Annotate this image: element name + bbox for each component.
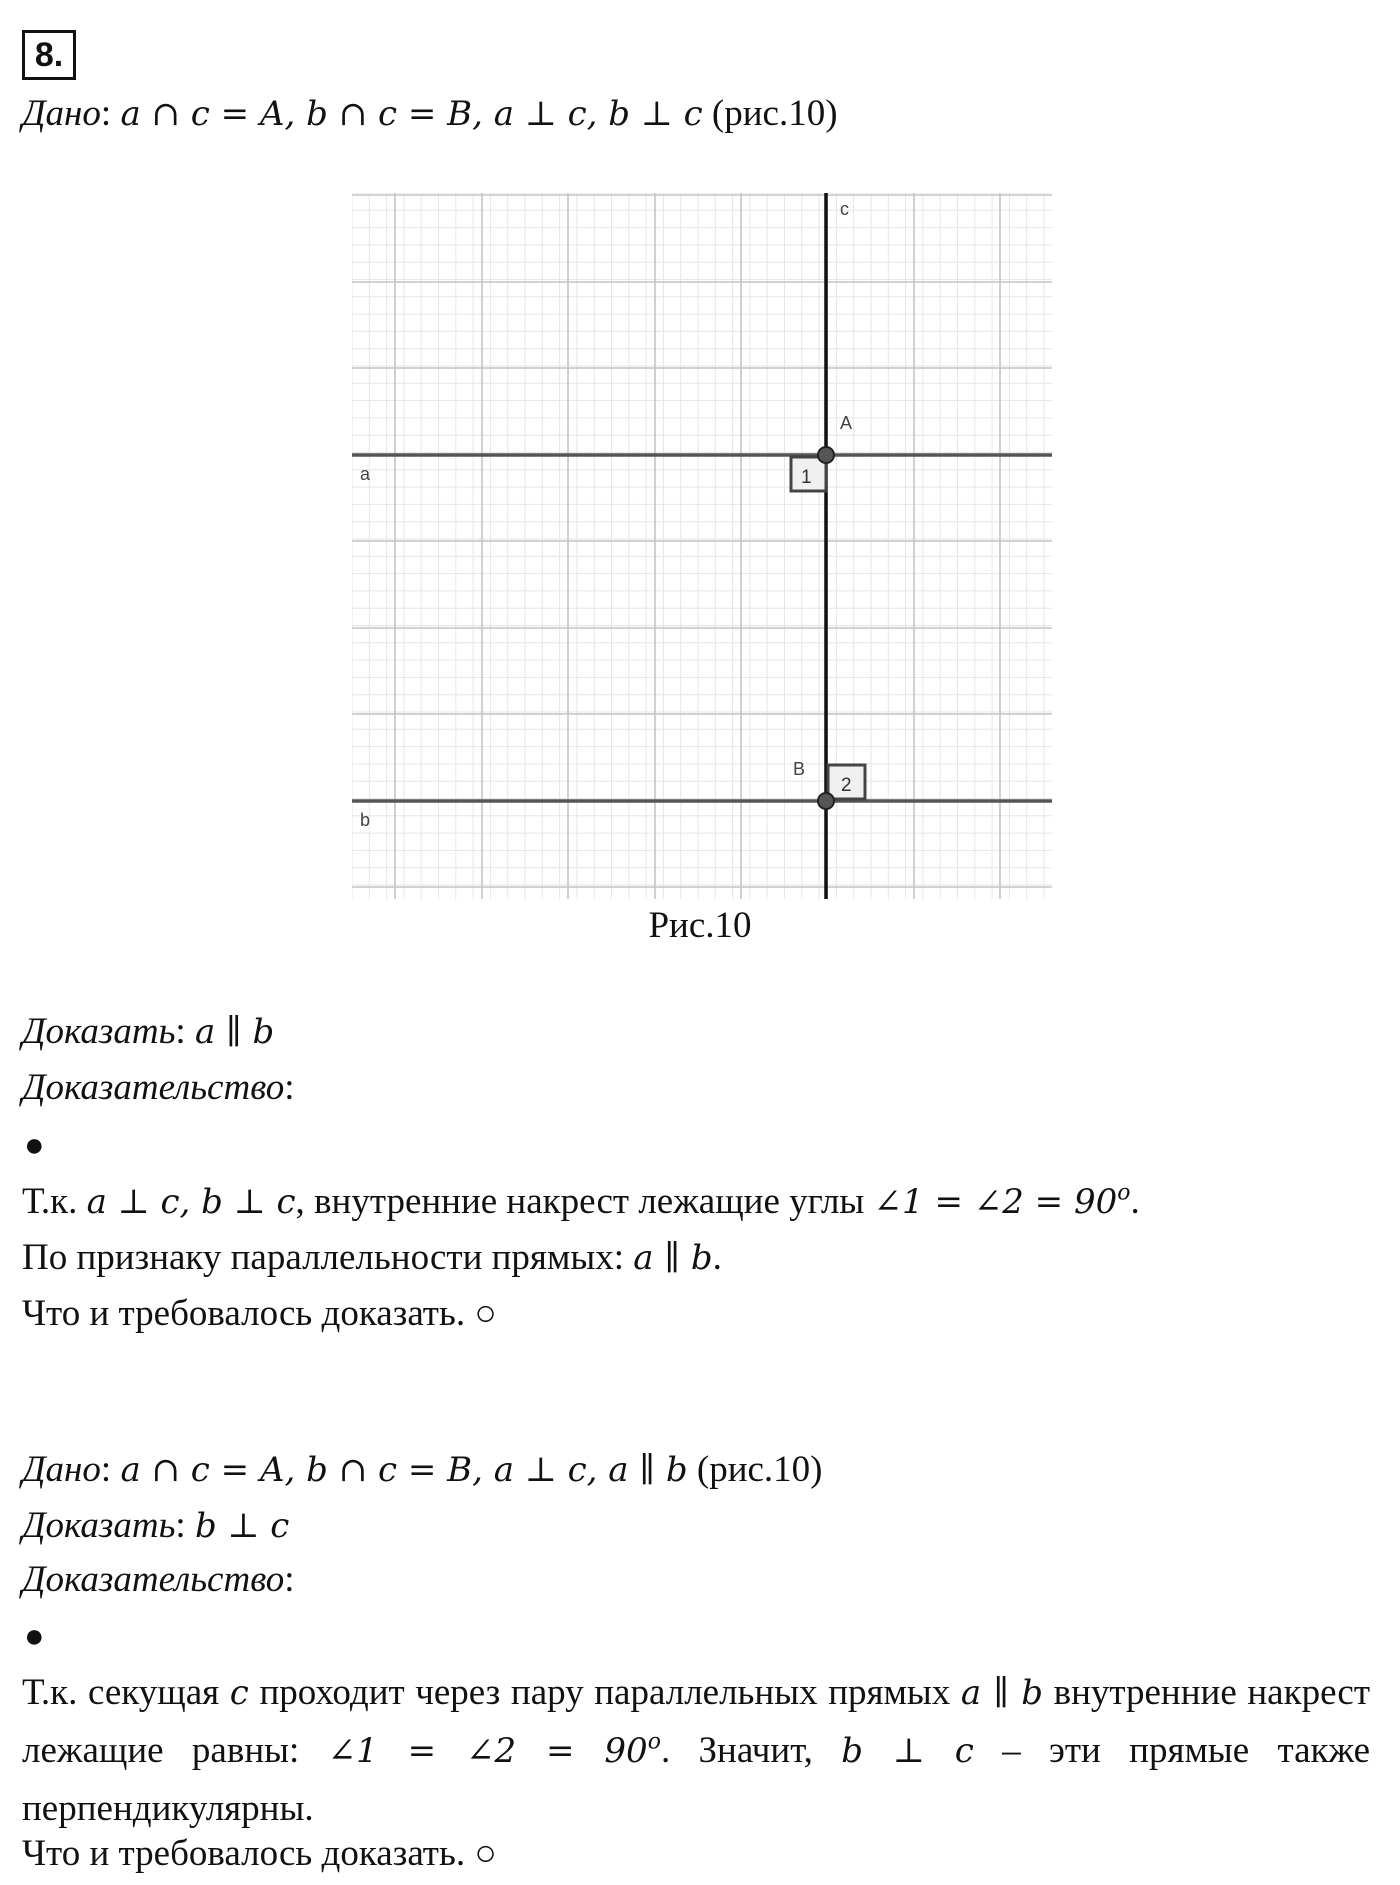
text: По признаку параллельности прямых: bbox=[22, 1237, 634, 1278]
prove-line-2: Доказать: b ⊥ c bbox=[22, 1505, 290, 1546]
prove-line-1: Доказать: a ∥ b bbox=[22, 1011, 275, 1052]
given-expression: a ∩ c = A, b ∩ c = B, a ⊥ c, a ∥ b bbox=[120, 1450, 688, 1490]
bullet-2: ● bbox=[24, 1618, 45, 1655]
degree-sign: o bbox=[647, 1729, 661, 1755]
proof-label: Доказательство bbox=[22, 1559, 285, 1600]
figure-reference: (рис.10) bbox=[696, 1449, 823, 1490]
text: проходит через пару параллельных прямых bbox=[248, 1672, 961, 1713]
proof-1-line-1 bbox=[22, 1180, 1140, 1224]
figure-10 bbox=[352, 193, 1052, 899]
prove-expression: a ∥ b bbox=[194, 1012, 275, 1052]
proof-heading-2: Доказательство: bbox=[22, 1559, 295, 1600]
given-line-2: Дано: a ∩ c = A, b ∩ c = B, a ⊥ c, a ∥ b (рис.10) bbox=[22, 1449, 823, 1490]
text: внутренние накрест лежащие равны: bbox=[22, 1672, 1371, 1771]
math-expression: a ∥ b bbox=[633, 1238, 713, 1278]
text: Т.к. секущая bbox=[22, 1672, 230, 1713]
math-expression: b ⊥ c bbox=[841, 1731, 974, 1771]
point-A bbox=[818, 447, 834, 463]
given-label: Дано bbox=[22, 1449, 101, 1490]
prove-label: Доказать bbox=[22, 1011, 176, 1052]
label-c: c bbox=[840, 199, 849, 219]
point-B bbox=[818, 793, 834, 809]
text: – эти прямые также перпендикулярны. bbox=[22, 1730, 1371, 1829]
bullet-1: ● bbox=[24, 1127, 45, 1164]
proof-label: Доказательство bbox=[22, 1067, 285, 1108]
proof-heading-1: Доказательство: bbox=[22, 1067, 295, 1108]
label-A: A bbox=[840, 413, 853, 433]
label-a: a bbox=[360, 464, 371, 484]
proof-2-paragraph bbox=[22, 1664, 1370, 1838]
given-expression: a ∩ c = A, b ∩ c = B, a ⊥ c, b ⊥ c bbox=[120, 94, 703, 134]
math-expression: c bbox=[229, 1673, 249, 1713]
task-number: 8. bbox=[22, 30, 76, 80]
label-B: B bbox=[793, 759, 806, 779]
text: . bbox=[712, 1237, 722, 1278]
angle-1-label: 1 bbox=[801, 467, 812, 488]
text: , внутренние накрест лежащие углы bbox=[295, 1181, 874, 1222]
figure-reference: (рис.10) bbox=[711, 93, 838, 134]
angle-2-label: 2 bbox=[841, 775, 852, 796]
proof-2-conclusion: Что и требовалось доказать. ○ bbox=[22, 1833, 497, 1874]
math-expression: a ∥ b bbox=[960, 1673, 1043, 1713]
given-line-1: Дано: a ∩ c = A, b ∩ c = B, a ⊥ c, b ⊥ c (рис.10) bbox=[22, 93, 838, 134]
label-b: b bbox=[360, 810, 371, 830]
math-expression: a ⊥ c, b ⊥ c bbox=[86, 1182, 296, 1222]
proof-1-line-2 bbox=[22, 1236, 722, 1280]
text: Т.к. bbox=[22, 1181, 87, 1222]
major-grid bbox=[352, 193, 1052, 899]
degree-sign: o bbox=[1117, 1180, 1131, 1206]
prove-label: Доказать bbox=[22, 1505, 176, 1546]
figure-caption: Рис.10 bbox=[648, 905, 752, 946]
proof-1-conclusion: Что и требовалось доказать. ○ bbox=[22, 1293, 497, 1334]
prove-expression: b ⊥ c bbox=[194, 1506, 290, 1546]
text: . bbox=[1130, 1181, 1140, 1222]
minor-grid bbox=[352, 193, 1052, 899]
text: . Значит, bbox=[660, 1730, 842, 1771]
given-label: Дано bbox=[22, 93, 101, 134]
math-expression: ∠1 = ∠2 = 90 bbox=[873, 1182, 1118, 1222]
math-expression: ∠1 = ∠2 = 90 bbox=[327, 1731, 648, 1771]
